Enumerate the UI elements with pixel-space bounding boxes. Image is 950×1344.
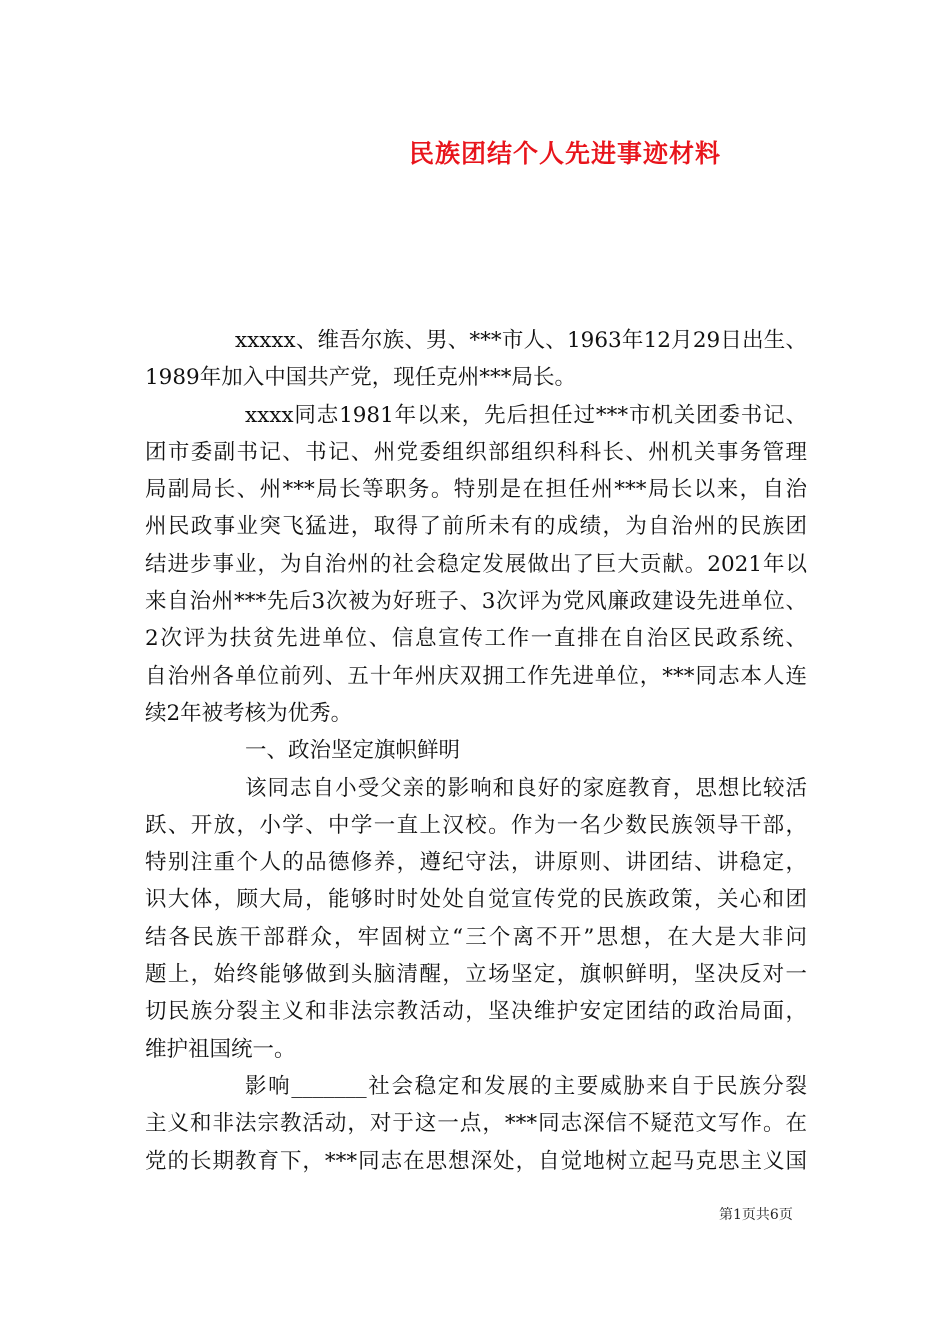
text-line: xxxxx、维吾尔族、男、***市人、1963年12月29日出生、 [235, 328, 807, 353]
text-line: 自治州各单位前列、五十年州庆双拥工作先进单位，***同志本人连 [145, 663, 807, 689]
text-line: 维护祖国统一。 [145, 1036, 296, 1062]
document-title: 民族团结个人先进事迹材料 [408, 139, 721, 168]
text-line: 该同志自小受父亲的影响和良好的家庭教育，思想比较活 [245, 775, 807, 801]
page-number: 第1页共6页 [719, 1207, 793, 1223]
text-line: 续2年被考核为优秀。 [145, 700, 353, 726]
text-line: 切民族分裂主义和非法宗教活动，坚决维护安定团结的政治局面， [145, 999, 807, 1025]
text-line: 影响_______社会稳定和发展的主要威胁来自于民族分裂 [245, 1073, 807, 1099]
text-line: 题上，始终能够做到头脑清醒，立场坚定，旗帜鲜明，坚决反对一 [145, 962, 807, 988]
text-line: 党的长期教育下，***同志在思想深处，自觉地树立起马克思主义国 [145, 1148, 807, 1174]
text-line: 局副局长、州***局长等职务。特别是在担任州***局长以来，自治 [145, 477, 807, 503]
document-body [145, 322, 807, 1180]
text-line: 结各民族干部群众，牢固树立“三个离不开”思想，在大是大非问 [145, 924, 807, 950]
text-line: 团市委副书记、书记、州党委组织部组织科科长、州机关事务管理 [145, 439, 807, 465]
text-line: 结进步事业，为自治州的社会稳定发展做出了巨大贡献。2021年以 [145, 551, 807, 577]
text-line: xxxx同志1981年以来，先后担任过***市机关团委书记、 [245, 402, 807, 428]
text-line: 1989年加入中国共产党，现任克州***局长。 [145, 365, 576, 391]
text-line: 2次评为扶贫先进单位、信息宣传工作一直排在自治区民政系统、 [145, 626, 807, 652]
text-line: 州民政事业突飞猛进，取得了前所未有的成绩，为自治州的民族团 [145, 514, 807, 540]
text-line: 跃、开放，小学、中学一直上汉校。作为一名少数民族领导干部， [145, 812, 807, 838]
text-line: 识大体，顾大局，能够时时处处自觉宣传党的民族政策，关心和团 [145, 887, 807, 913]
section-heading: 一、政治坚定旗帜鲜明 [245, 738, 461, 764]
text-line: 来自治州***先后3次被为好班子、3次评为党风廉政建设先进单位、 [145, 589, 807, 615]
text-line: 主义和非法宗教活动，对于这一点，***同志深信不疑范文写作。在 [145, 1111, 807, 1137]
text-line: 特别注重个人的品德修养，遵纪守法，讲原则、讲团结、讲稳定， [145, 850, 807, 876]
